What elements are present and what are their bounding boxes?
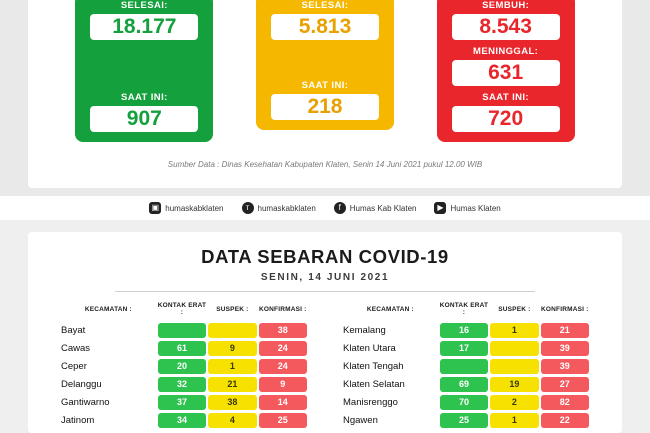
card-top-label: SELESAI: — [301, 0, 349, 11]
cell-konfirmasi — [258, 357, 308, 375]
value-konfirmasi: 38 — [259, 323, 307, 338]
value-suspek: 1 — [490, 413, 538, 428]
cell-kecamatan: Manisrenggo — [343, 396, 398, 408]
cell-konfirmasi — [540, 357, 590, 375]
cell-kontak-erat — [157, 393, 207, 411]
social-facebook[interactable] — [334, 202, 417, 214]
cell-kontak-erat — [439, 375, 489, 393]
social-youtube[interactable] — [434, 202, 500, 214]
value-kontak-erat: 37 — [158, 395, 206, 410]
cell-kecamatan: Klaten Tengah — [343, 360, 404, 372]
table-head — [60, 302, 308, 321]
table-header-row — [60, 302, 308, 321]
table-row — [342, 321, 590, 339]
col-kontak-erat: KONTAK ERAT : — [157, 302, 207, 316]
value-kontak-erat — [158, 323, 206, 338]
cell-suspek — [489, 375, 539, 393]
card-mid-label: MENINGGAL: — [473, 46, 539, 57]
card-top-value: 18.177 — [90, 14, 198, 40]
value-konfirmasi: 27 — [541, 377, 589, 392]
value-suspek: 9 — [208, 341, 256, 356]
social-twitter[interactable] — [242, 202, 316, 214]
summary-card-red — [437, 0, 575, 142]
card-bottom-label: SAAT INI: — [482, 92, 529, 103]
value-kontak-erat: 16 — [440, 323, 488, 338]
cell-suspek — [207, 339, 257, 357]
value-konfirmasi: 25 — [259, 413, 307, 428]
value-kontak-erat: 61 — [158, 341, 206, 356]
value-konfirmasi: 24 — [259, 359, 307, 374]
value-kontak-erat: 34 — [158, 413, 206, 428]
table-row — [60, 321, 308, 339]
col-konfirmasi: KONFIRMASI : — [541, 305, 589, 313]
cell-konfirmasi — [540, 321, 590, 339]
card-top-label: SELESAI: — [120, 0, 168, 11]
card-bottom-value: 720 — [452, 106, 560, 132]
cell-konfirmasi — [540, 411, 590, 429]
summary-card-green — [75, 0, 213, 142]
value-kontak-erat: 69 — [440, 377, 488, 392]
cell-kecamatan: Klaten Selatan — [343, 378, 405, 390]
instagram-icon: ▣ — [149, 202, 161, 214]
cell-suspek — [207, 393, 257, 411]
col-kontak-erat: KONTAK ERAT : — [439, 302, 489, 316]
sebaran-table-right — [342, 302, 590, 429]
cell-suspek — [489, 321, 539, 339]
value-kontak-erat: 32 — [158, 377, 206, 392]
cell-kecamatan: Delanggu — [61, 378, 102, 390]
social-label: humaskabklaten — [257, 203, 316, 213]
divider — [115, 291, 535, 292]
cell-kecamatan: Cawas — [61, 342, 91, 354]
page-subtitle: SENIN, 14 JUNI 2021 — [260, 272, 390, 283]
card-bottom-value: 218 — [271, 94, 379, 120]
value-kontak-erat: 70 — [440, 395, 488, 410]
facebook-icon: f — [334, 202, 346, 214]
card-bottom-label: SAAT INI: — [301, 80, 349, 91]
table-head — [342, 302, 590, 321]
cell-konfirmasi — [540, 375, 590, 393]
sebaran-section — [0, 220, 650, 433]
cell-kontak-erat — [157, 375, 207, 393]
cell-kontak-erat — [439, 393, 489, 411]
col-kecamatan: KECAMATAN : — [84, 305, 132, 313]
card-top-value: 8.543 — [452, 14, 560, 40]
value-kontak-erat: 20 — [158, 359, 206, 374]
value-konfirmasi: 9 — [259, 377, 307, 392]
cell-kontak-erat — [157, 411, 207, 429]
cell-kecamatan: Kemalang — [343, 324, 386, 336]
value-suspek: 1 — [208, 359, 256, 374]
cell-kecamatan: Ngawen — [343, 414, 378, 426]
cell-konfirmasi — [258, 321, 308, 339]
cell-suspek — [207, 321, 257, 339]
page-title: DATA SEBARAN COVID-19 — [201, 246, 449, 267]
twitter-icon: ᴛ — [242, 202, 254, 214]
table-row — [342, 357, 590, 375]
cell-suspek — [207, 357, 257, 375]
value-konfirmasi: 14 — [259, 395, 307, 410]
cell-kontak-erat — [439, 411, 489, 429]
value-kontak-erat: 17 — [440, 341, 488, 356]
table-row — [342, 393, 590, 411]
value-suspek: 1 — [490, 323, 538, 338]
social-bar — [0, 196, 650, 220]
value-suspek — [490, 341, 538, 356]
sebaran-tables — [60, 302, 590, 429]
cell-kecamatan: Bayat — [61, 324, 86, 336]
card-top-label: SEMBUH: — [482, 0, 530, 11]
value-suspek: 38 — [208, 395, 256, 410]
value-suspek: 4 — [208, 413, 256, 428]
value-konfirmasi: 22 — [541, 413, 589, 428]
cell-suspek — [207, 411, 257, 429]
card-bottom-value: 907 — [90, 106, 198, 132]
table-body — [60, 321, 308, 429]
value-suspek — [208, 323, 256, 338]
cell-suspek — [489, 357, 539, 375]
value-suspek: 19 — [490, 377, 538, 392]
cell-suspek — [489, 411, 539, 429]
cell-suspek — [489, 393, 539, 411]
card-bottom-label: SAAT INI: — [120, 92, 168, 103]
col-kecamatan: KECAMATAN : — [366, 305, 414, 313]
social-label: Humas Klaten — [450, 203, 501, 213]
sebaran-table-left — [60, 302, 308, 429]
social-label: Humas Kab Klaten — [349, 203, 417, 213]
value-suspek: 21 — [208, 377, 256, 392]
cell-konfirmasi — [258, 411, 308, 429]
cell-kecamatan: Klaten Utara — [343, 342, 396, 354]
col-suspek: SUSPEK : — [498, 305, 531, 313]
cell-konfirmasi — [540, 393, 590, 411]
cell-konfirmasi — [540, 339, 590, 357]
cell-kontak-erat — [439, 339, 489, 357]
value-kontak-erat — [440, 359, 488, 374]
card-top-value: 5.813 — [271, 14, 379, 40]
social-label: humaskabklaten — [165, 203, 224, 213]
value-konfirmasi: 82 — [541, 395, 589, 410]
cell-kontak-erat — [439, 321, 489, 339]
cell-kontak-erat — [157, 339, 207, 357]
table-row — [342, 411, 590, 429]
cell-konfirmasi — [258, 393, 308, 411]
cell-kecamatan: Gantiwarno — [61, 396, 110, 408]
table-row — [342, 375, 590, 393]
sebaran-card — [28, 232, 622, 433]
table-body — [342, 321, 590, 429]
col-suspek: SUSPEK : — [216, 305, 249, 313]
table-row — [342, 339, 590, 357]
cell-kecamatan: Ceper — [61, 360, 87, 372]
table-row — [60, 393, 308, 411]
value-kontak-erat: 25 — [440, 413, 488, 428]
youtube-icon: ▶ — [434, 202, 446, 214]
cell-konfirmasi — [258, 375, 308, 393]
card-mid-value: 631 — [452, 60, 560, 86]
source-note: Sumber Data : Dinas Kesehatan Kabupaten Klaten, Senin 14 Juni 2021 pukul 12.00 WIB — [167, 160, 483, 169]
col-konfirmasi: KONFIRMASI : — [259, 305, 307, 313]
summary-panel — [28, 0, 622, 188]
value-konfirmasi: 21 — [541, 323, 589, 338]
cell-suspek — [489, 339, 539, 357]
value-suspek — [490, 359, 538, 374]
cell-kontak-erat — [157, 357, 207, 375]
value-konfirmasi: 39 — [541, 341, 589, 356]
cell-konfirmasi — [258, 339, 308, 357]
table-row — [60, 411, 308, 429]
cell-kontak-erat — [157, 321, 207, 339]
cell-kecamatan: Jatinom — [61, 414, 95, 426]
summary-cards — [28, 0, 622, 148]
value-konfirmasi: 24 — [259, 341, 307, 356]
summary-card-yellow — [256, 0, 394, 130]
cell-suspek — [207, 375, 257, 393]
social-instagram[interactable] — [149, 202, 223, 214]
table-header-row — [342, 302, 590, 321]
cell-kontak-erat — [439, 357, 489, 375]
table-row — [60, 375, 308, 393]
value-suspek: 2 — [490, 395, 538, 410]
table-row — [60, 339, 308, 357]
table-row — [60, 357, 308, 375]
value-konfirmasi: 39 — [541, 359, 589, 374]
